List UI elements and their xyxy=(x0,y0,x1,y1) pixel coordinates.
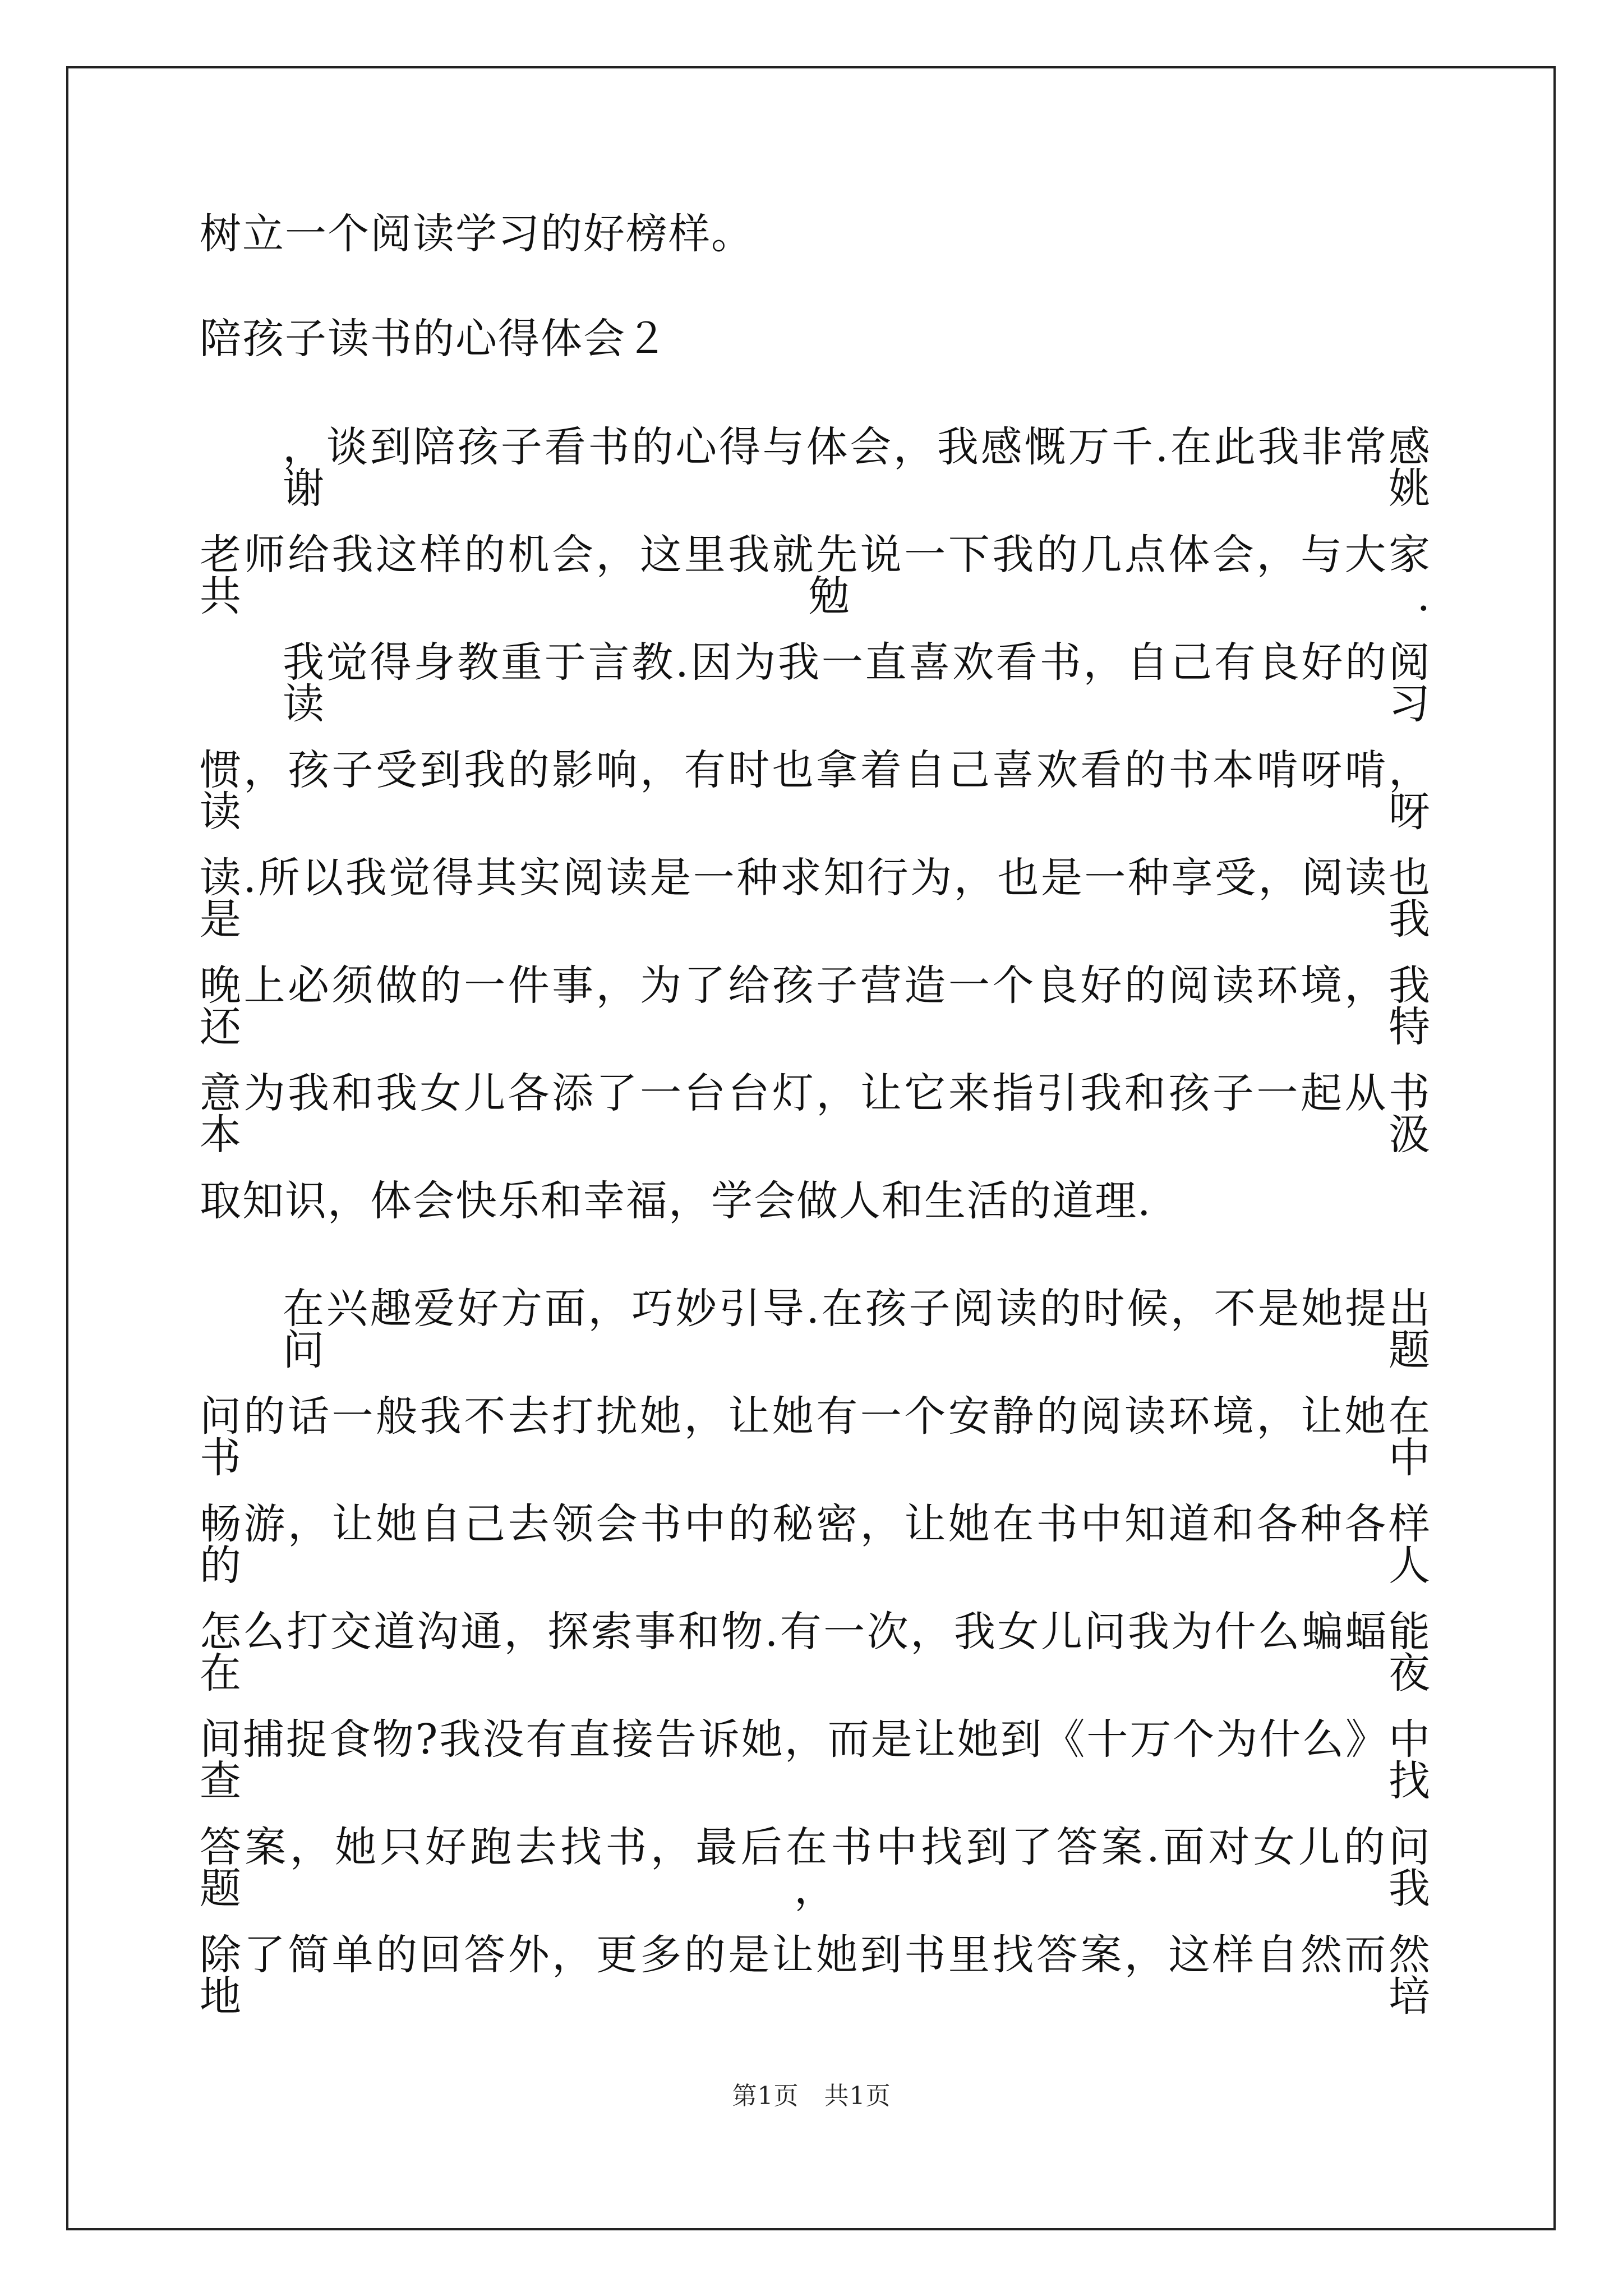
text-line: 我觉得身教重于言教.因为我一直喜欢看书，自己有良好的阅读习 xyxy=(283,638,1431,728)
text-line: 读.所以我觉得其实阅读是一种求知行为，也是一种享受，阅读也是我 xyxy=(200,854,1431,944)
text-line: 惯，孩子受到我的影响，有时也拿着自己喜欢看的书本啃呀啃，读呀 xyxy=(200,746,1431,836)
text-line: 答案，她只好跑去找书，最后在书中找到了答案.面对女儿的问题，我 xyxy=(200,1823,1431,1913)
text-line: 老师给我这样的机会，这里我就先说一下我的几点体会，与大家共勉. xyxy=(200,531,1431,620)
text-line: 间捕捉食物?我没有直接告诉她，而是让她到《十万个为什么》中查找 xyxy=(200,1715,1431,1805)
text-line: 问的话一般我不去打扰她，让她有一个安静的阅读环境，让她在书中 xyxy=(200,1392,1431,1482)
text-line: 树立一个阅读学习的好榜样。 xyxy=(200,210,754,258)
text-line: 怎么打交道沟通，探索事和物.有一次，我女儿问我为什么蝙蝠能在夜 xyxy=(200,1608,1431,1697)
page-number-footer: 第1页 共1页 xyxy=(732,2082,891,2110)
text-line: 在兴趣爱好方面，巧妙引导.在孩子阅读的时候，不是她提出问题 xyxy=(283,1285,1431,1374)
text-line: 畅游，让她自己去领会书中的秘密，让她在书中知道和各种各样的人 xyxy=(200,1500,1431,1590)
text-line: ，谈到陪孩子看书的心得与体会，我感慨万千.在此我非常感谢姚 xyxy=(283,423,1431,513)
text-line: 晚上必须做的一件事，为了给孩子营造一个良好的阅读环境，我还特 xyxy=(200,961,1431,1051)
text-line: 取知识，体会快乐和幸福，学会做人和生活的道理. xyxy=(200,1177,1152,1225)
section-title: 陪孩子读书的心得体会２ xyxy=(200,315,668,363)
text-line: 除了简单的回答外，更多的是让她到书里找答案，这样自然而然地培 xyxy=(200,1931,1431,2021)
text-line: 意为我和我女儿各添了一台台灯，让它来指引我和孩子一起从书本汲 xyxy=(200,1069,1431,1159)
